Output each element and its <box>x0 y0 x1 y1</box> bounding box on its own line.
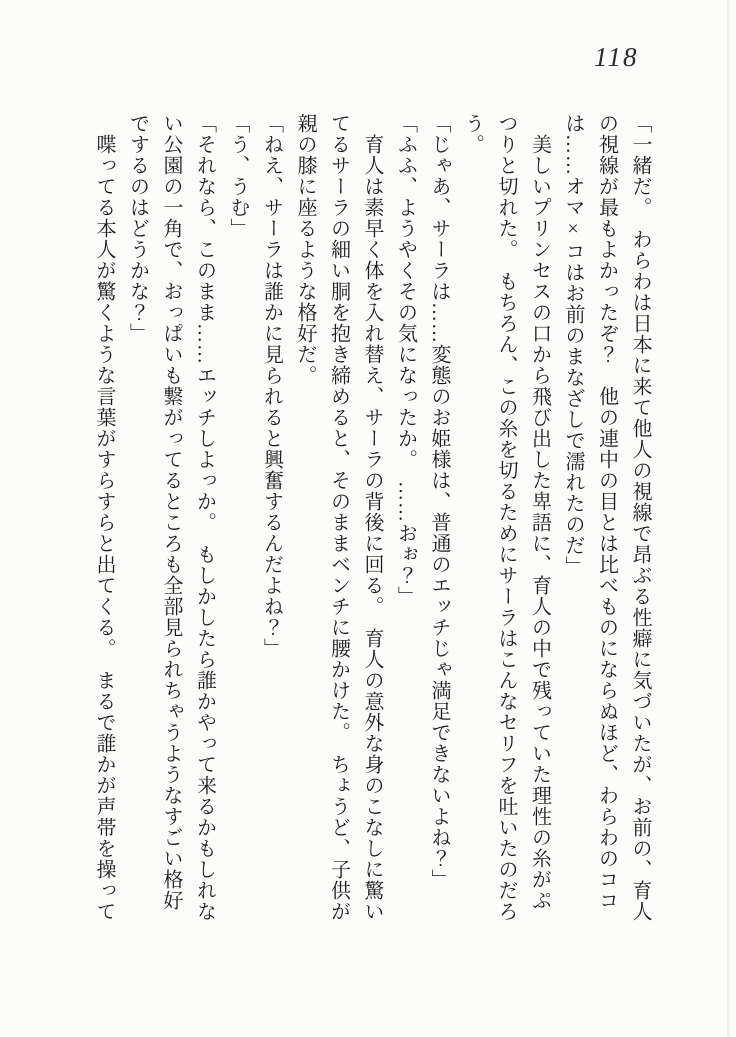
text-line: い公園の一角で、おっぱいも繋がってるところも全部見られちゃうようなすごい格好 <box>160 113 182 911</box>
text-line: 「それなら、このまま……エッチしよっか。 もしかしたら誰かやって来るかもしれな <box>193 113 216 922</box>
text-line: 「ふふ、ようやくその気になったか。 ……おぉ？」 <box>394 113 417 607</box>
paragraph-dialogue <box>120 113 221 935</box>
text-line: う。 <box>461 113 484 155</box>
text-line: 親の膝に座るような格好だ。 <box>294 113 316 386</box>
paragraph-dialogue <box>422 113 456 935</box>
page-number: 118 <box>594 42 639 72</box>
paragraph-dialogue <box>221 113 255 935</box>
paragraph-narration <box>288 113 389 935</box>
text-line: は……オマ×コはお前のまなざしで濡れたのだ」 <box>562 113 584 577</box>
page-edge-line <box>727 0 730 1037</box>
text-line: の視線が最もよかったぞ？ 他の連中の目とは比べものにならぬほど、わらわのココ <box>595 113 618 911</box>
paragraph-narration <box>455 113 556 935</box>
text-line: てるサーラの細い胴を抱き締めると、そのままベンチに腰かけた。 ちょうど、子供が <box>327 113 350 922</box>
text-line: 喋ってる本人が驚くような言葉がすらすらと出てくる。 まるで誰かが声帯を操って <box>93 113 115 922</box>
paragraph-narration <box>87 113 121 935</box>
paragraph-dialogue <box>254 113 288 935</box>
text-line: 美しいプリンセスの口から飛び出した卑語に、育人の中で残っていた理性の糸がぷ <box>528 113 551 911</box>
text-line: 「一緒だ。 わらわは日本に来て他人の視線で昂ぶる性癖に気づいたが、お前の、育人 <box>629 113 651 922</box>
text-line: つりと切れた。 もちろん、この糸を切るためにサーラはこんなセリフを吐いたのだろ <box>495 113 517 922</box>
text-block <box>84 113 656 935</box>
text-line: でするのはどうかな？」 <box>126 113 149 344</box>
text-line: 「じゃあ、サーラは……変態のお姫様は、普通のエッチじゃ満足できないよね？」 <box>428 113 450 890</box>
text-line: 「ねえ、サーラは誰かに見られると興奮するんだよね？」 <box>260 113 283 659</box>
paragraph-dialogue <box>388 113 422 935</box>
text-line: 「う、うむ」 <box>227 113 249 239</box>
text-line: 育人は素早く体を入れ替え、サーラの背後に回る。 育人の意外な身のこなしに驚い <box>361 113 383 922</box>
paragraph-dialogue <box>556 113 657 935</box>
